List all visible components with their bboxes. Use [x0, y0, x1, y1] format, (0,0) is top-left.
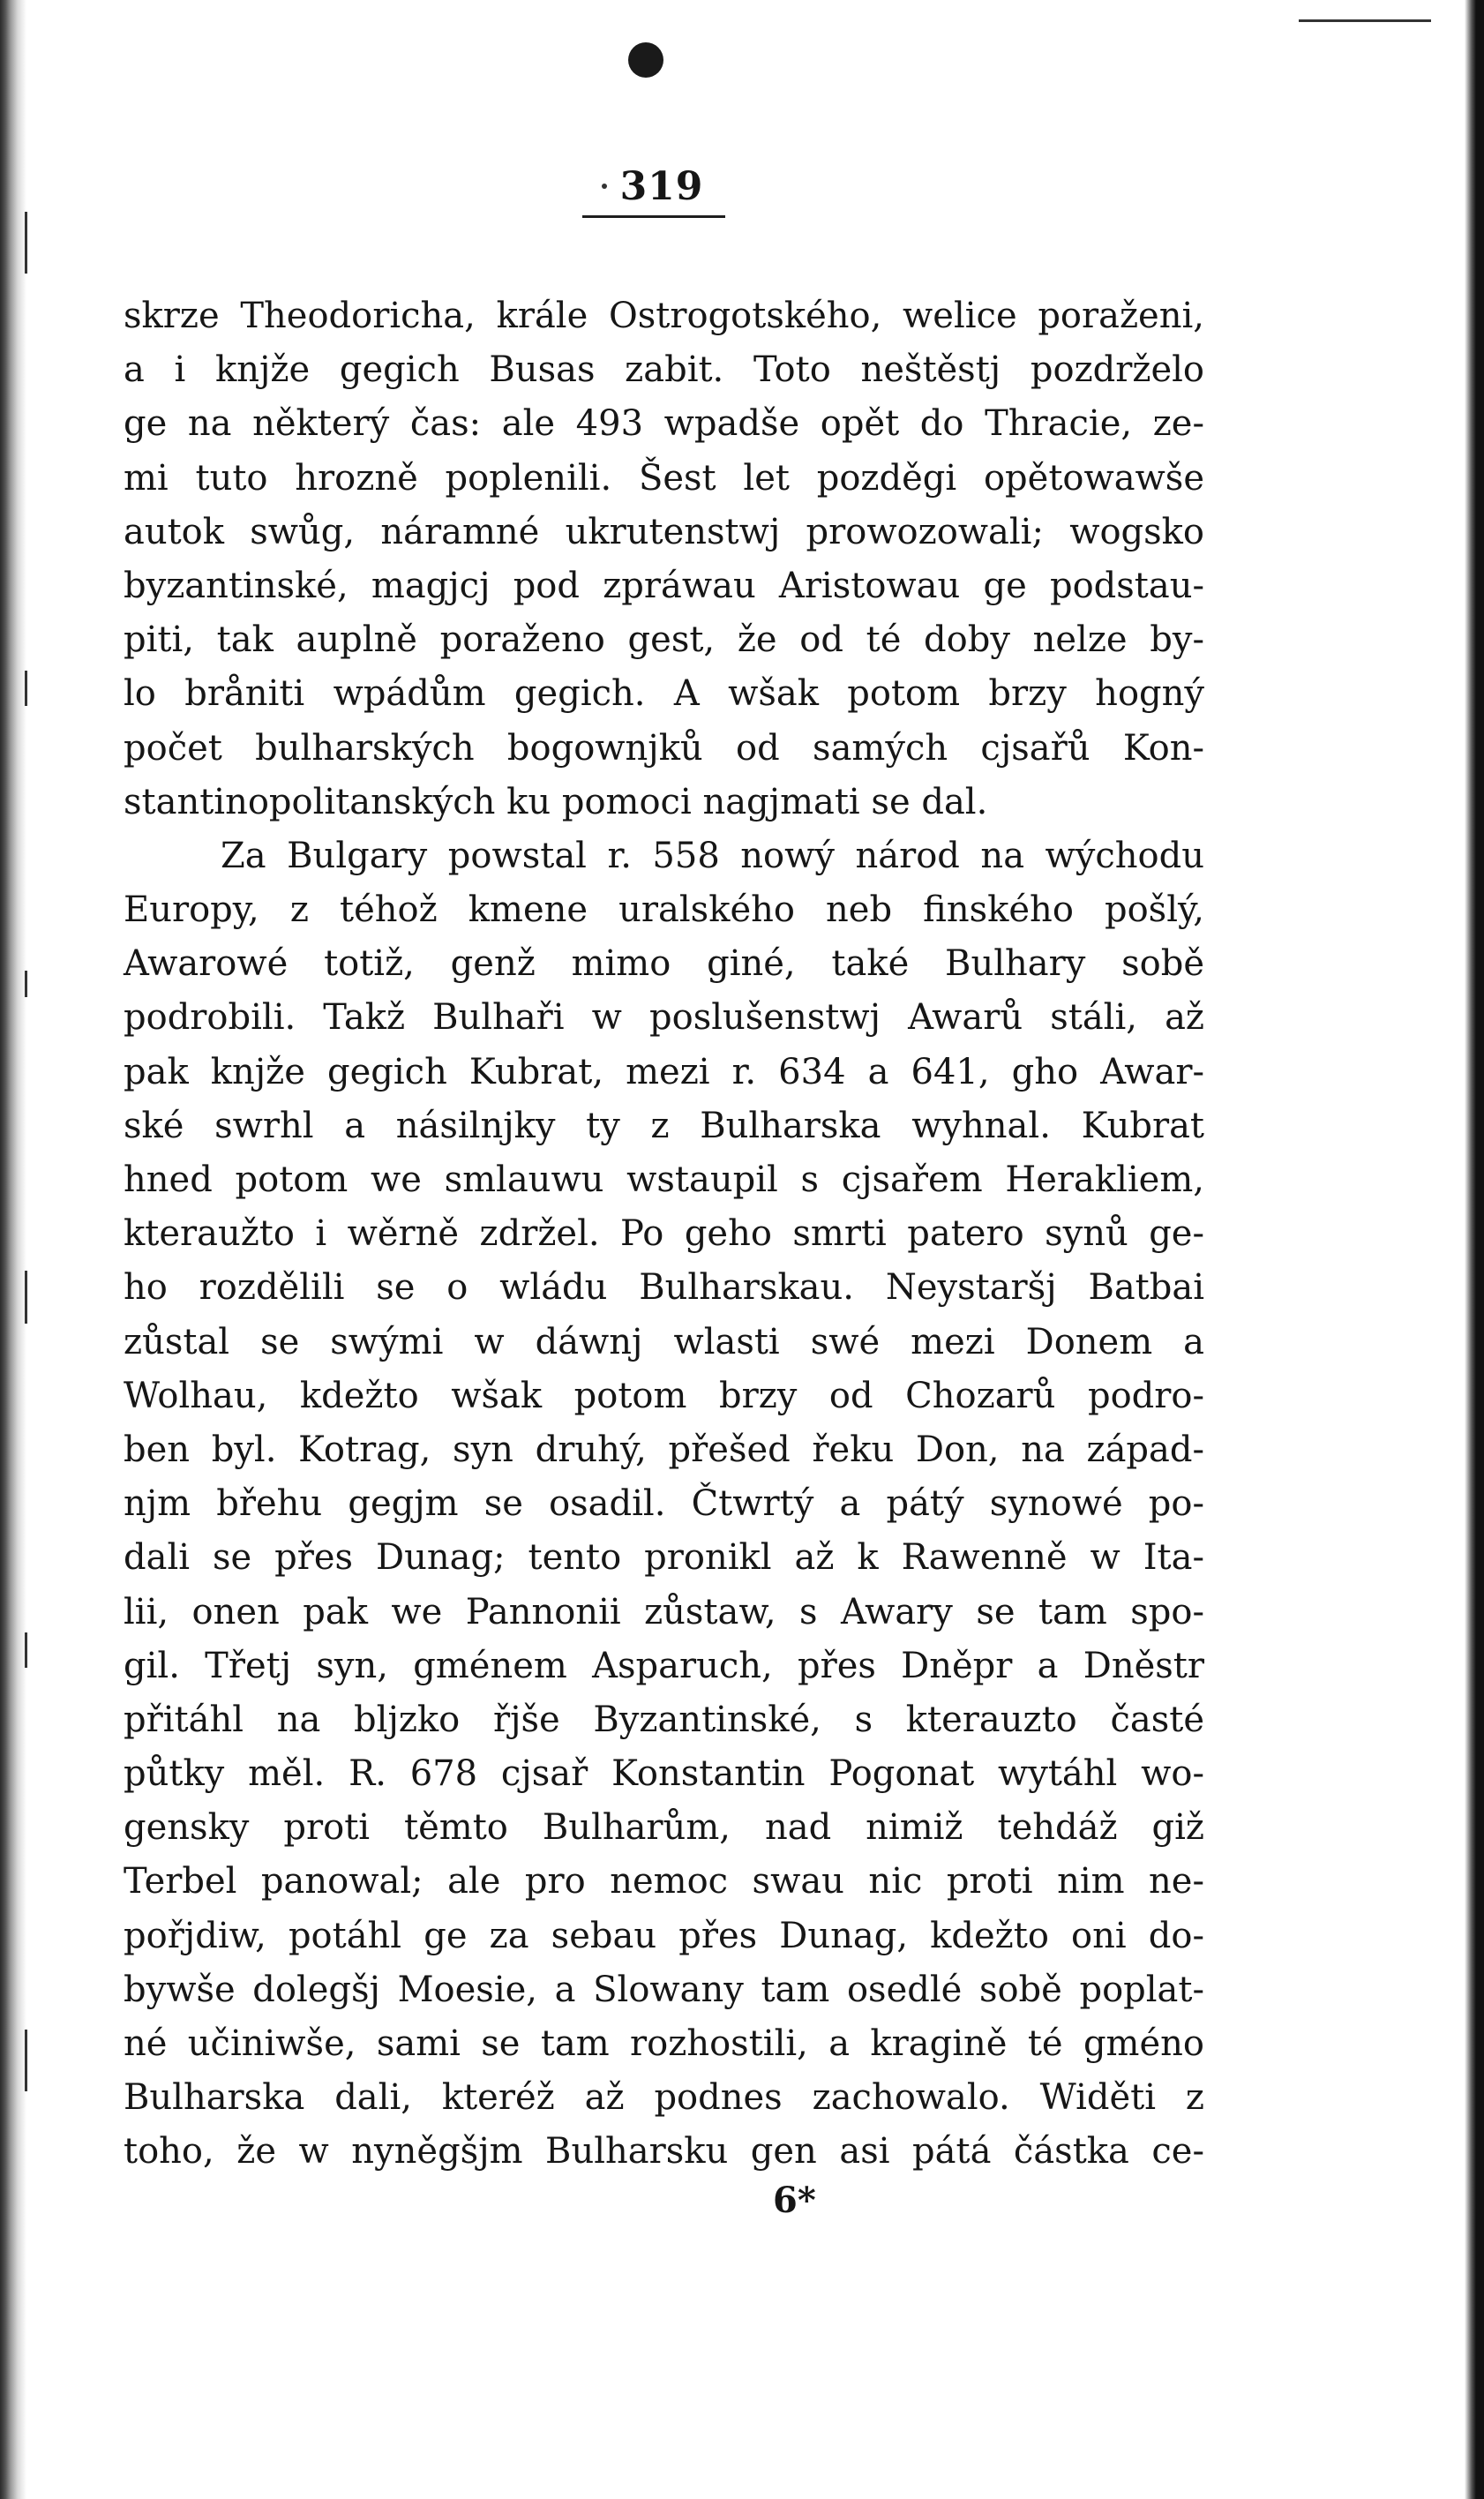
text-line: gensky proti těmto Bulharům, nad nimiž tehdáž giž: [124, 1807, 1204, 1849]
text-line: lo bråniti wpádům gegich. A wšak potom brzy hogný: [124, 673, 1204, 715]
right-page-edge: [1465, 0, 1484, 2499]
page-number-rule: [582, 215, 725, 218]
text-line: ben byl. Kotrag, syn druhý, přešed řeku Don, na západ-: [124, 1429, 1204, 1470]
text-line: autok swůg, náramné ukrutenstwj prowozowali; wogsko: [124, 511, 1204, 552]
left-edge-marks: [25, 0, 37, 2499]
text-line: zůstal se swými w dáwnj wlasti swé mezi Donem a: [124, 1321, 1204, 1362]
text-line: lii, onen pak we Pannonii zůstaw, s Awary se tam spo-: [124, 1591, 1204, 1632]
text-line: Bulharska dali, kteréž až podnes zachowalo. Widěti z: [124, 2077, 1204, 2119]
text-line: toho, že w nyněgšjm Bulharsku gen asi pátá částka ce-: [124, 2131, 1204, 2173]
text-line: přitáhl na bljzko řjše Byzantinské, s kterauzto časté: [124, 1699, 1204, 1740]
ink-blot: [628, 42, 663, 78]
text-line: bywše dolegšj Moesie, a Slowany tam osedlé sobě poplat-: [124, 1969, 1204, 2010]
text-line: kteraužto i wěrně zdržel. Po geho smrti patero synů ge-: [124, 1213, 1204, 1255]
text-line: Europy, z téhož kmene uralského neb finského pošlý,: [124, 889, 1204, 931]
text-line: byzantinské, magjcj pod zpráwau Aristowau ge podstau-: [124, 565, 1204, 606]
page-number: 319: [619, 164, 704, 209]
text-line: gil. Třetj syn, gménem Asparuch, přes Dněpr a Dněstr: [124, 1645, 1204, 1686]
text-line: půtky měl. R. 678 cjsař Konstantin Pogonat wytáhl wo-: [124, 1753, 1204, 1795]
text-line: ge na některý čas: ale 493 wpadše opět do Thracie, ze-: [124, 403, 1204, 445]
text-line: piti, tak auplně poraženo gest, že od té doby nelze by-: [124, 619, 1204, 661]
signature-mark: 6*: [773, 2180, 816, 2221]
body-text: [124, 289, 1204, 2180]
text-line: Terbel panowal; ale pro nemoc swau nic proti nim ne-: [124, 1861, 1204, 1902]
text-line: počet bulharských bogownjků od samých cjsařů Kon-: [124, 727, 1204, 769]
paragraph-start-line: Za Bulgary powstal r. 558 nowý národ na wýchodu: [221, 835, 1204, 876]
text-line: pak knjže gegich Kubrat, mezi r. 634 a 641, gho Awar-: [124, 1051, 1204, 1092]
left-page-edge: [0, 0, 26, 2499]
paragraph-end-line: stantinopolitanských ku pomoci nagjmati se dal.: [124, 781, 988, 822]
text-line: Awarowé totiž, genž mimo giné, také Bulhary sobě: [124, 943, 1204, 985]
text-line: hned potom we smlauwu wstaupil s cjsařem Herakliem,: [124, 1159, 1204, 1200]
text-line: pořjdiw, potáhl ge za sebau přes Dunag, kdežto oni do-: [124, 1915, 1204, 1956]
text-line: Wolhau, kdežto wšak potom brzy od Chozarů podro-: [124, 1375, 1204, 1416]
text-line: njm břehu gegjm se osadil. Čtwrtý a pátý synowé po-: [124, 1483, 1204, 1525]
text-line: mi tuto hrozně poplenili. Šest let pozděgi opětowawše: [124, 457, 1204, 499]
text-line: a i knjže gegich Busas zabit. Toto neštěstj pozdrželo: [124, 349, 1204, 391]
text-line: dali se přes Dunag; tento pronikl až k Rawenně w Ita-: [124, 1537, 1204, 1579]
text-line: ho rozdělili se o wládu Bulharskau. Neystaršj Batbai: [124, 1267, 1204, 1309]
text-line: skrze Theodoricha, krále Ostrogotského, welice poraženi,: [124, 296, 1204, 336]
text-line: podrobili. Takž Bulhaři w poslušenstwj Awarů stáli, až: [124, 997, 1204, 1039]
text-line: né učiniwše, sami se tam rozhostili, a kragině té gméno: [124, 2023, 1204, 2064]
top-edge-rule: [1299, 19, 1431, 22]
text-line: ské swrhl a násilnjky ty z Bulharska wyhnal. Kubrat: [124, 1105, 1204, 1146]
